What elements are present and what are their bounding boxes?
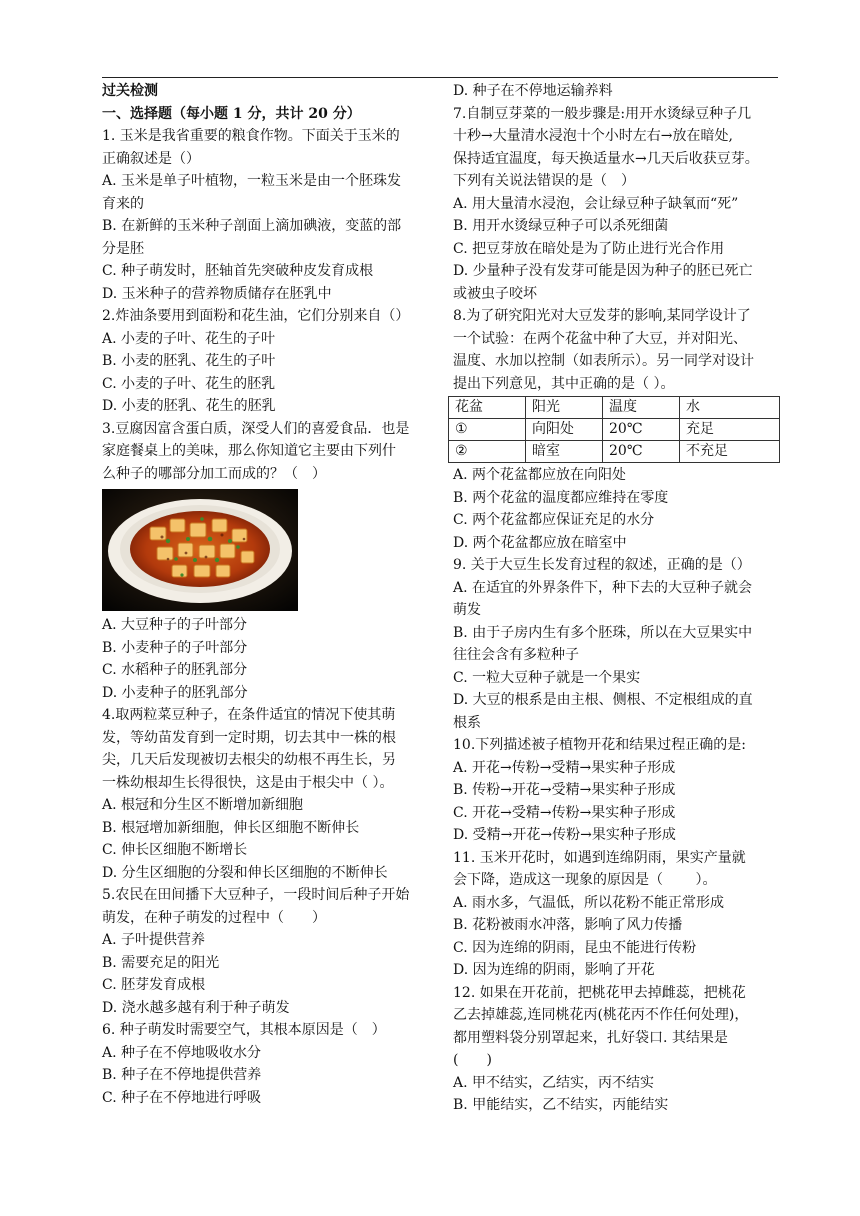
text-line: C. 伸长区细胞不断增长 bbox=[102, 842, 248, 858]
text-line: D. 小麦种子的胚乳部分 bbox=[102, 684, 248, 701]
text-line: 1. 玉米是我省重要的粮食作物。下面关于玉米的 bbox=[102, 128, 400, 144]
text-line: C. 种子在不停地进行呼吸 bbox=[102, 1089, 262, 1106]
text-line: A. 大豆种子的子叶部分 bbox=[102, 617, 248, 633]
table-header-cell: 花盆 bbox=[449, 397, 526, 419]
table-header-row bbox=[449, 397, 780, 419]
text-line: 分是胚 bbox=[102, 240, 144, 257]
text-line: 5.农民在田间播下大豆种子，一段时间后种子开始 bbox=[102, 887, 410, 903]
text-line: 9. 关于大豆生长发育过程的叙述，正确的是（） bbox=[453, 557, 751, 573]
text-line: 会下降，造成这一现象的原因是（ ）。 bbox=[453, 872, 717, 888]
text-line: A. 玉米是单子叶植物，一粒玉米是由一个胚珠发 bbox=[102, 173, 402, 189]
table-header-cell: 水 bbox=[680, 397, 780, 419]
text-line: 都用塑料袋分别罩起来，扎好袋口. 其结果是 bbox=[453, 1029, 728, 1046]
text-line: 10.下列描述被子植物开花和结果过程正确的是: bbox=[453, 737, 746, 753]
text-line: 11. 玉米开花时，如遇到连绵阴雨，果实产量就 bbox=[453, 849, 746, 866]
text-line: B. 根冠增加新细胞，伸长区细胞不断伸长 bbox=[102, 819, 360, 836]
text-line: C. 胚芽发育成根 bbox=[102, 977, 206, 993]
text-line: 温度、水加以控制（如表所示）。另一同学对设计 bbox=[453, 353, 754, 369]
text-line: A. 甲不结实，乙结实，丙不结实 bbox=[453, 1074, 655, 1091]
text-line: C. 把豆芽放在暗处是为了防止进行光合作用 bbox=[453, 240, 725, 257]
text-line: B. 传粉→开花→受精→果实种子形成 bbox=[453, 782, 676, 798]
table-cell: 不充足 bbox=[680, 441, 780, 463]
text-line: B. 由于子房内生有多个胚珠，所以在大豆果实中 bbox=[453, 624, 753, 641]
text-line: 发，等幼苗发育到一定时期，切去其中一株的根 bbox=[102, 729, 396, 746]
table-cell: ② bbox=[449, 441, 526, 463]
text-line: 正确叙述是（） bbox=[102, 150, 200, 167]
text-line: 7.自制豆芽菜的一般步骤是:用开水烫绿豆种子几 bbox=[453, 105, 752, 122]
text-line: D. 分生区细胞的分裂和伸长区细胞的不断伸长 bbox=[102, 864, 388, 881]
text-line: 4.取两粒菜豆种子，在条件适宜的情况下使其萌 bbox=[102, 707, 396, 723]
table-cell: 向阳处 bbox=[526, 419, 603, 441]
text-line: 8.为了研究阳光对大豆发芽的影响,某同学设计了 bbox=[453, 308, 751, 324]
text-line: A. 种子在不停地吸收水分 bbox=[102, 1044, 262, 1061]
text-line: 育来的 bbox=[102, 195, 144, 212]
text-line: 家庭餐桌上的美味，那么你知道它主要由下列什 bbox=[102, 443, 396, 459]
question-block-1-3 bbox=[102, 125, 432, 485]
text-line: A. 小麦的子叶、花生的子叶 bbox=[102, 330, 276, 347]
text-line: D. 浇水越多越有利于种子萌发 bbox=[102, 999, 290, 1016]
experiment-table bbox=[448, 396, 780, 463]
text-line: C. 种子萌发时，胚轴首先突破种皮发育成根 bbox=[102, 263, 374, 279]
text-line: 一株幼根却生长得很快，这是由于根尖中（ ）。 bbox=[102, 774, 394, 791]
text-line: D. 小麦的胚乳、花生的胚乳 bbox=[102, 398, 276, 414]
text-line: D. 种子在不停地运输养料 bbox=[453, 83, 613, 99]
text-line: C. 水稻种子的胚乳部分 bbox=[102, 662, 248, 678]
text-line: 保持适宜温度，每天换适量水→几天后收获豆芽。 bbox=[453, 150, 759, 167]
text-line: A. 用大量清水浸泡，会让绿豆种子缺氧而“死” bbox=[453, 195, 739, 212]
text-line: C. 一粒大豆种子就是一个果实 bbox=[453, 669, 641, 686]
right-column bbox=[453, 80, 783, 1117]
text-line: C. 因为连绵的阴雨，昆虫不能进行传粉 bbox=[453, 939, 697, 956]
text-line: 么种子的哪部分加工而成的？（ ） bbox=[102, 465, 326, 482]
text-line: 12. 如果在开花前，把桃花甲去掉雌蕊，把桃花 bbox=[453, 984, 746, 1001]
text-line: 一个试验：在两个花盆中种了大豆，并对阳光、 bbox=[453, 330, 747, 347]
text-line: A. 子叶提供营养 bbox=[102, 932, 206, 948]
text-line: 或被虫子咬坏 bbox=[453, 285, 537, 302]
table-cell: 暗室 bbox=[526, 441, 603, 463]
text-line: 6. 种子萌发时需要空气，其根本原因是（ ） bbox=[102, 1022, 386, 1038]
text-line: 根系 bbox=[453, 714, 481, 731]
text-line: C. 开花→受精→传粉→果实种子形成 bbox=[453, 804, 676, 821]
text-line: 萌发 bbox=[453, 602, 481, 618]
question-block-6-8 bbox=[453, 80, 783, 395]
question-block-3-6 bbox=[102, 614, 432, 1109]
text-line: D. 大豆的根系是由主根、侧根、不定根组成的直 bbox=[453, 692, 753, 708]
text-line: 乙去掉雄蕊,连同桃花丙(桃花丙不作任何处理)， bbox=[453, 1007, 749, 1023]
text-line: A. 两个花盆都应放在向阳处 bbox=[453, 467, 627, 483]
text-line: 提出下列意见，其中正确的是（ ）。 bbox=[453, 375, 675, 392]
text-line: 2.炸油条要用到面粉和花生油，它们分别来自（） bbox=[102, 308, 410, 324]
top-rule bbox=[102, 77, 778, 78]
text-line: D. 玉米种子的营养物质储存在胚乳中 bbox=[102, 285, 332, 302]
table-cell: ① bbox=[449, 419, 526, 441]
text-line: B. 甲能结实，乙不结实，丙能结实 bbox=[453, 1097, 669, 1113]
mapo-tofu-photo bbox=[102, 489, 298, 611]
text-line: 下列有关说法错误的是（ ） bbox=[453, 173, 635, 189]
text-line: A. 雨水多，气温低，所以花粉不能正常形成 bbox=[453, 894, 725, 911]
text-line: B. 种子在不停地提供营养 bbox=[102, 1067, 262, 1083]
text-line: 往往会含有多粒种子 bbox=[453, 647, 579, 663]
text-line: C. 小麦的子叶、花生的胚乳 bbox=[102, 375, 276, 392]
page-heading: 过关检测 bbox=[102, 83, 158, 99]
table-cell: 20℃ bbox=[603, 441, 680, 463]
text-line: B. 用开水烫绿豆种子可以杀死细菌 bbox=[453, 218, 669, 234]
text-line: D. 因为连绵的阴雨，影响了开花 bbox=[453, 962, 655, 978]
table-header-cell: 阳光 bbox=[526, 397, 603, 419]
text-line: D. 少量种子没有发芽可能是因为种子的胚已死亡 bbox=[453, 263, 753, 279]
table-row bbox=[449, 419, 780, 441]
text-line: 十秒→大量清水浸泡十个小时左右→放在暗处, bbox=[453, 128, 733, 144]
table-cell: 充足 bbox=[680, 419, 780, 441]
text-line: A. 根冠和分生区不断增加新细胞 bbox=[102, 797, 304, 813]
text-line: D. 受精→开花→传粉→果实种子形成 bbox=[453, 827, 676, 843]
table-row bbox=[449, 441, 780, 463]
text-line: B. 小麦的胚乳、花生的子叶 bbox=[102, 353, 276, 369]
text-line: D. 两个花盆都应放在暗室中 bbox=[453, 534, 627, 551]
text-line: C. 两个花盆都应保证充足的水分 bbox=[453, 512, 655, 528]
text-line: 尖，几天后发现被切去根尖的幼根不再生长，另 bbox=[102, 752, 396, 768]
text-line: B. 需要充足的阳光 bbox=[102, 954, 220, 971]
text-line: A. 开花→传粉→受精→果实种子形成 bbox=[453, 759, 676, 776]
text-line: B. 在新鲜的玉米种子剖面上滴加碘液，变蓝的部 bbox=[102, 218, 402, 234]
text-line: 3.豆腐因富含蛋白质，深受人们的喜爱食品．也是 bbox=[102, 420, 410, 437]
text-line: B. 小麦种子的子叶部分 bbox=[102, 639, 248, 656]
text-line: B. 花粉被雨水冲落，影响了风力传播 bbox=[453, 917, 683, 933]
table-cell: 20℃ bbox=[603, 419, 680, 441]
question-block-8-12 bbox=[453, 464, 783, 1117]
left-column bbox=[102, 80, 432, 1109]
table-header-cell: 温度 bbox=[603, 397, 680, 419]
text-line: ( ) bbox=[453, 1052, 492, 1068]
text-line: A. 在适宜的外界条件下，种下去的大豆种子就会 bbox=[453, 579, 753, 596]
section-heading: 一、选择题（每小题 1 分，共计 20 分） bbox=[102, 105, 361, 122]
text-line: B. 两个花盆的温度都应维持在零度 bbox=[453, 489, 669, 506]
text-line: 萌发，在种子萌发的过程中（ ） bbox=[102, 909, 326, 926]
